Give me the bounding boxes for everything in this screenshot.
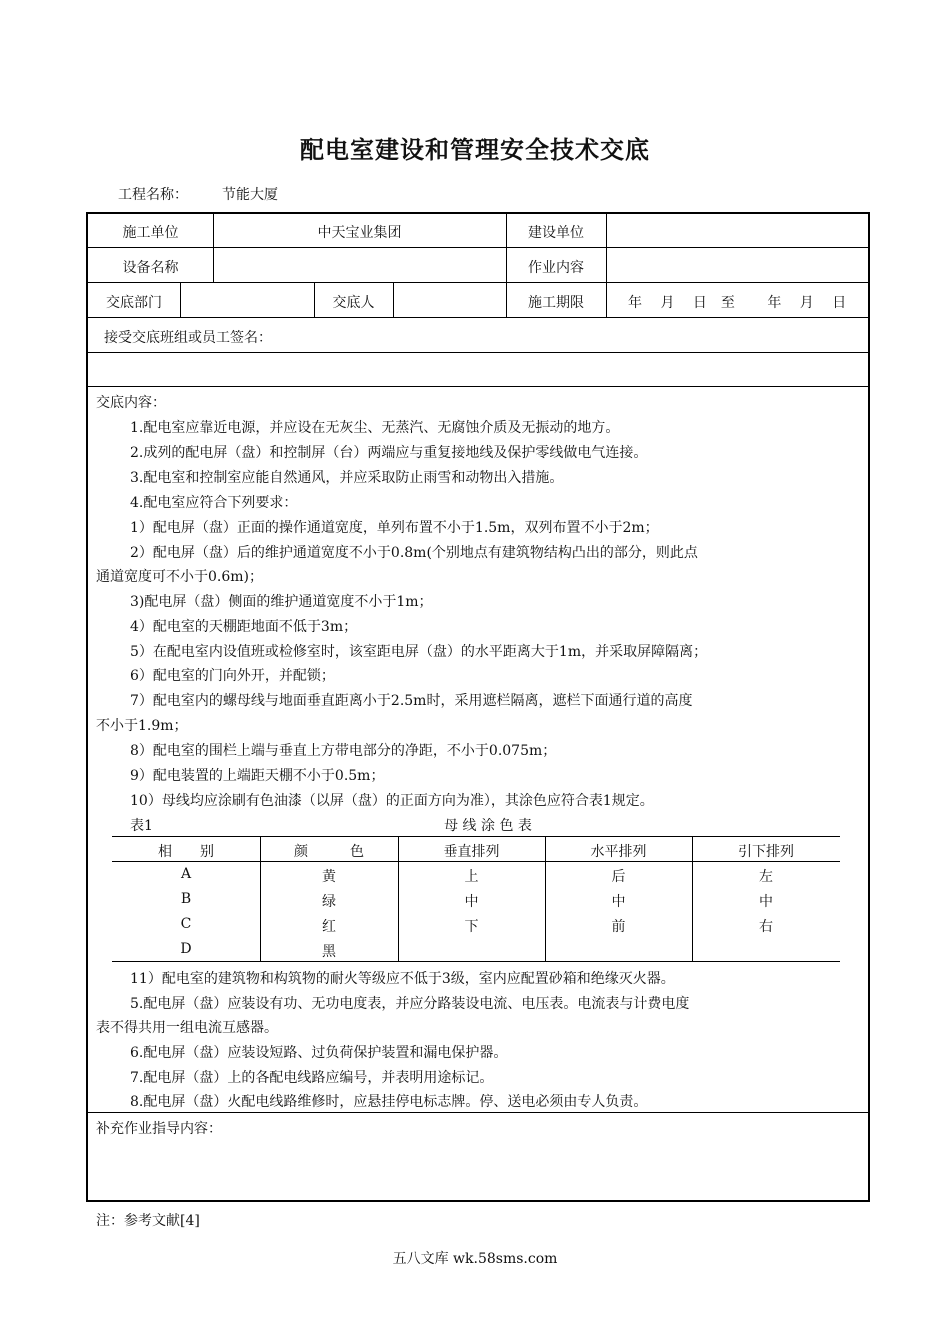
reference-note: 注：参考文献[4] (96, 1213, 200, 1229)
construction-unit-value[interactable]: 中天宝业集团 (317, 225, 402, 241)
table-cell: 后 (611, 869, 626, 885)
row-divider (88, 352, 868, 353)
equipment-name-label: 设备名称 (122, 260, 179, 276)
table-caption-title: 母 线 涂 色 表 (444, 818, 532, 834)
content-line: 2.成列的配电屏（盘）和控制屏（台）两端应与重复接地线及保护零线做电气连接。 (130, 445, 648, 461)
table-bottom-rule (112, 961, 840, 962)
table-header: 相 别 (158, 844, 214, 860)
content-line: 6）配电室的门向外开，并配锁； (130, 668, 335, 684)
project-label: 工程名称： (118, 187, 188, 203)
form-frame (86, 212, 870, 1202)
table-cell: 左 (759, 869, 773, 885)
content-line: 3)配电屏（盘）侧面的维护通道宽度不小于1m； (130, 594, 433, 610)
table-cell: 上 (464, 869, 479, 885)
content-line: 7）配电室内的螺母线与地面垂直距离小于2.5m时，采用遮栏隔离，遮栏下面通行道的高度 (130, 693, 693, 709)
supplement-label: 补充作业指导内容： (96, 1121, 222, 1137)
table-cell: A (180, 866, 192, 882)
briefing-dept-label: 交底部门 (106, 295, 162, 311)
row-divider (88, 1112, 868, 1113)
table-cell: 中 (611, 894, 626, 910)
content-line: 不小于1.9m； (96, 718, 188, 734)
row-divider (88, 282, 868, 283)
table-cell: 中 (464, 894, 479, 910)
content-line: 1.配电室应靠近电源，并应设在无灰尘、无蒸汽、无腐蚀介质及无振动的地方。 (130, 420, 620, 436)
row-divider (88, 386, 868, 387)
content-line: 4.配电室应符合下列要求： (130, 495, 298, 511)
content-line: 8）配电室的围栏上端与垂直上方带电部分的净距，不小于0.075m； (130, 743, 557, 759)
construction-unit-label: 施工单位 (122, 225, 179, 241)
content-line: 11）配电室的建筑物和构筑物的耐火等级应不低于3级，室内应配置砂箱和绝缘灭火器。 (130, 971, 675, 987)
table-cell: D (180, 941, 192, 957)
table-cell: 黄 (322, 869, 336, 885)
table-cell: 红 (322, 919, 336, 935)
content-line: 5.配电屏（盘）应装设有功、无功电度表，并应分路装设电流、电压表。电流表与计费电度 (130, 996, 690, 1012)
content-line: 通道宽度可不小于0.6m)； (96, 569, 264, 585)
table-header: 水平排列 (590, 844, 647, 860)
table-header: 垂直排列 (443, 844, 500, 860)
footer-watermark: 五八文库 wk.58sms.com (392, 1251, 558, 1267)
content-line: 6.配电屏（盘）应装设短路、过负荷保护装置和漏电保护器。 (130, 1045, 508, 1061)
page-title: 配电室建设和管理安全技术交底 (300, 136, 650, 164)
period-value[interactable]: 年 月 日 至 年 月 日 (628, 295, 847, 311)
row-divider (88, 247, 868, 248)
col-divider (393, 282, 394, 317)
row-divider (88, 317, 868, 318)
content-line: 1）配电屏（盘）正面的操作通道宽度，单列布置不小于1.5m，双列布置不小于2m； (130, 520, 659, 536)
table-cell: C (180, 916, 192, 932)
table-cell: 黑 (322, 944, 336, 960)
content-label: 交底内容： (96, 395, 166, 411)
table-top-rule (112, 836, 840, 837)
builder-unit-label: 建设单位 (528, 225, 584, 241)
table-caption-number: 表1 (130, 818, 153, 834)
table-cell: 中 (759, 894, 773, 910)
table-cell: 下 (464, 919, 479, 935)
project-value: 节能大厦 (222, 187, 278, 203)
col-divider (180, 282, 181, 317)
content-line: 10）母线均应涂刷有色油漆（以屏（盘）的正面方向为准），其涂色应符合表1规定。 (130, 793, 654, 809)
content-line: 7.配电屏（盘）上的各配电线路应编号，并表明用途标记。 (130, 1070, 494, 1086)
content-line: 9）配电装置的上端距天棚不小于0.5m； (130, 768, 385, 784)
content-line: 5）在配电室内设值班或检修室时，该室距电屏（盘）的水平距离大于1m，并采取屏障隔离； (130, 644, 708, 660)
period-label: 施工期限 (528, 295, 584, 311)
table-header: 颜 色 (294, 844, 364, 860)
table-cell: 绿 (322, 894, 336, 910)
table-cell: 右 (759, 919, 773, 935)
content-line: 8.配电屏（盘）火配电线路维修时，应悬挂停电标志牌。停、送电必须由专人负责。 (130, 1094, 648, 1110)
work-content-label: 作业内容 (528, 260, 584, 276)
content-line: 表不得共用一组电流互感器。 (96, 1020, 278, 1036)
table-cell: B (180, 891, 192, 907)
briefer-label: 交底人 (332, 295, 375, 311)
table-header: 引下排列 (738, 844, 794, 860)
table-header-rule (112, 861, 840, 862)
content-line: 3.配电室和控制室应能自然通风，并应采取防止雨雪和动物出入措施。 (130, 470, 564, 486)
content-line: 2）配电屏（盘）后的维护通道宽度不小于0.8m(个别地点有建筑物结构凸出的部分，则此点 (130, 545, 698, 561)
col-divider (606, 214, 607, 317)
signature-label: 接受交底班组或员工签名： (104, 330, 272, 346)
content-line: 4）配电室的天棚距地面不低于3m； (130, 619, 358, 635)
table-cell: 前 (611, 919, 626, 935)
